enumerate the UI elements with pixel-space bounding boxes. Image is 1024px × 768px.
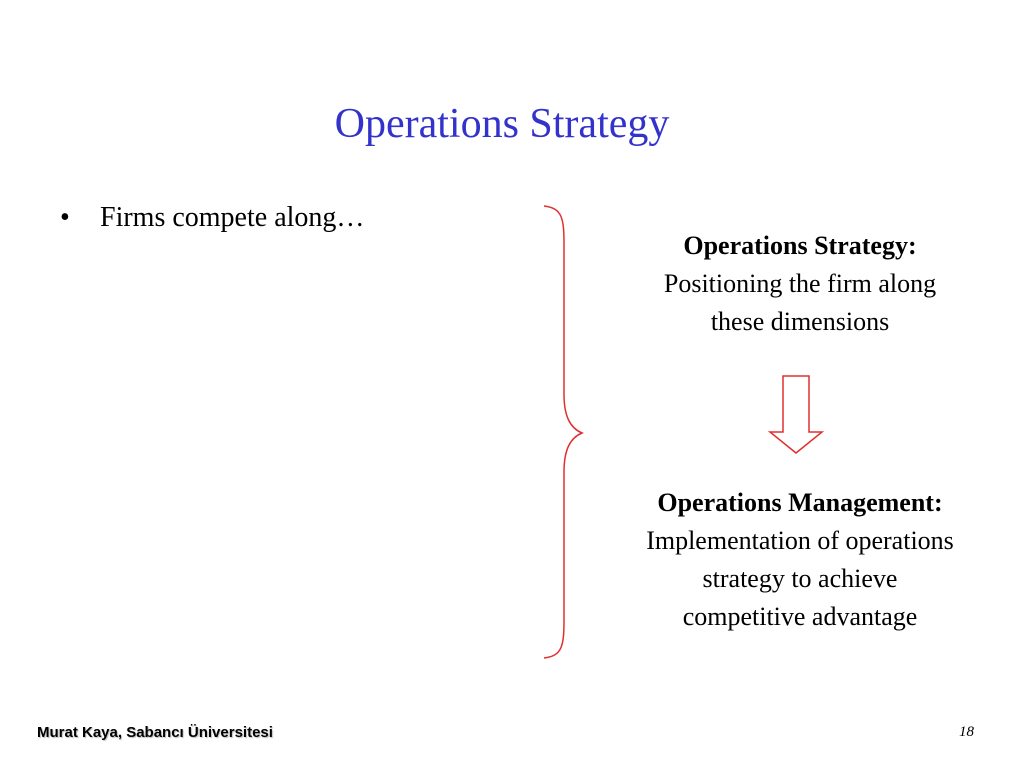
strategy-heading: Operations Strategy: — [683, 231, 917, 260]
bullet-symbol: • — [60, 202, 70, 233]
slide-title: Operations Strategy — [334, 101, 670, 147]
management-line: Implementation of operations — [646, 526, 954, 555]
management-heading: Operations Management: — [657, 488, 943, 517]
footer-author: Murat Kaya, Sabancı Üniversitesi — [37, 724, 273, 741]
down-arrow-icon — [767, 374, 825, 456]
bullet-text: Firms compete along… — [100, 202, 365, 233]
operations-strategy-block — [610, 227, 990, 341]
management-line: strategy to achieve — [702, 564, 898, 593]
strategy-line: Positioning the firm along — [663, 269, 937, 298]
operations-management-block — [610, 484, 990, 636]
strategy-line: these dimensions — [710, 307, 890, 336]
right-curly-brace-icon — [540, 204, 590, 660]
management-line: competitive advantage — [682, 602, 918, 631]
bullet-item — [60, 198, 364, 238]
page-number: 18 — [959, 724, 974, 740]
